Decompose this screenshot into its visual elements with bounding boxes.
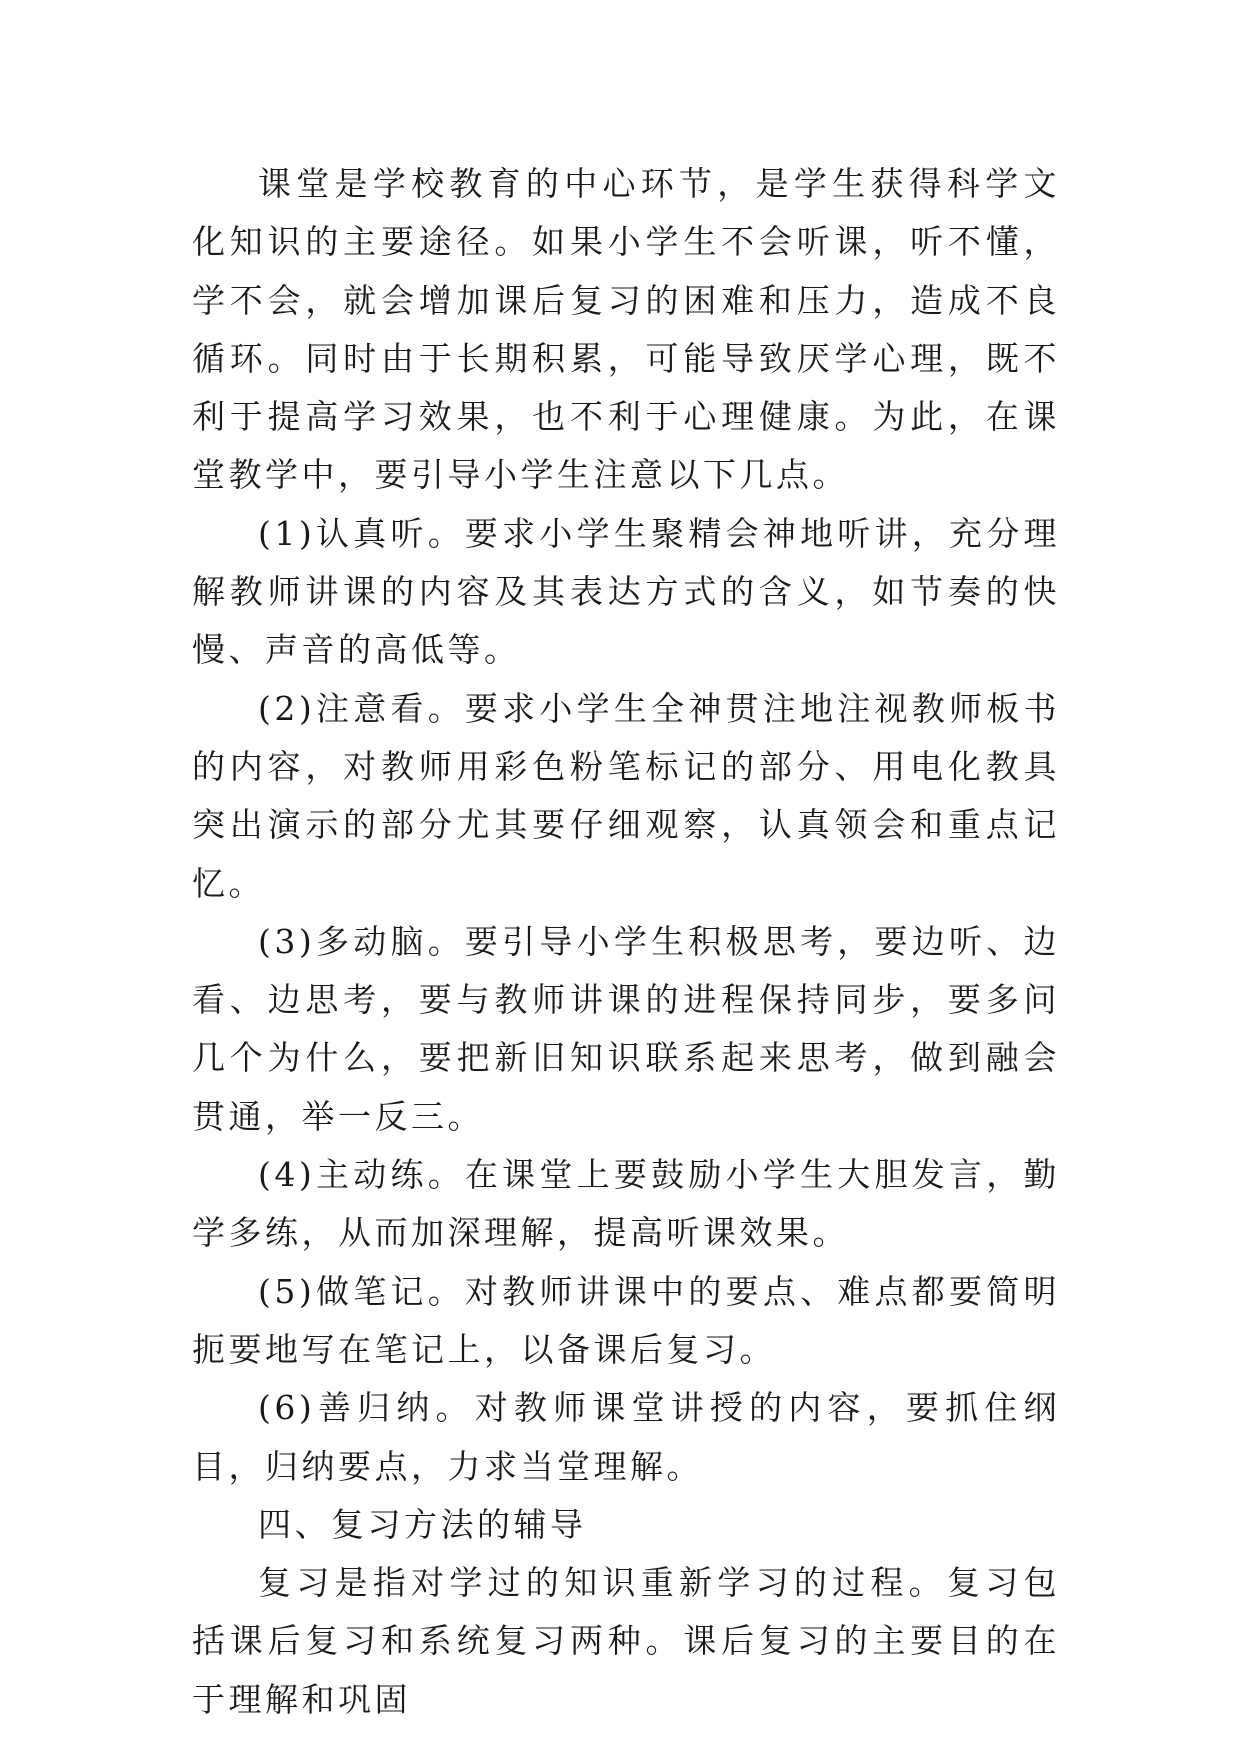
paragraph-point-3: (3)多动脑。要引导小学生积极思考，要边听、边看、边思考，要与教师讲课的进程保持同步，要多问几个为什么，要把新旧知识联系起来思考，做到融会贯通，举一反三。 bbox=[192, 921, 1060, 1136]
paragraph-point-1: (1)认真听。要求小学生聚精会神地听讲，充分理解教师讲课的内容及其表达方式的含义，如节奏的快慢、声音的高低等。 bbox=[192, 513, 1060, 670]
paragraph-point-6: (6)善归纳。对教师课堂讲授的内容，要抓住纲目，归纳要点，力求当堂理解。 bbox=[192, 1388, 1060, 1486]
paragraph-point-5: (5)做笔记。对教师讲课中的要点、难点都要简明扼要地写在笔记上，以备课后复习。 bbox=[192, 1271, 1060, 1369]
paragraph-point-4: (4)主动练。在课堂上要鼓励小学生大胆发言，勤学多练，从而加深理解，提高听课效果。 bbox=[192, 1155, 1060, 1253]
paragraph-intro: 课堂是学校教育的中心环节，是学生获得科学文化知识的主要途径。如果小学生不会听课，听不懂，学不会，就会增加课后复习的困难和压力，造成不良循环。同时由于长期积累，可能导致厌学心理，既不利于提高学习效果，也不利于心理健康。为此，在课堂教学中，要引导小学生注意以下几点。 bbox=[192, 164, 1060, 495]
paragraph-point-2: (2)注意看。要求小学生全神贯注地注视教师板书的内容，对教师用彩色粉笔标记的部分、用电化教具突出演示的部分尤其要仔细观察，认真领会和重点记忆。 bbox=[192, 688, 1060, 903]
body-text bbox=[192, 155, 1060, 1729]
section-heading: 四、复习方法的辅导 bbox=[258, 1504, 587, 1544]
paragraph-review: 复习是指对学过的知识重新学习的过程。复习包括课后复习和系统复习两种。课后复习的主要目的在于理解和巩固 bbox=[192, 1563, 1060, 1719]
